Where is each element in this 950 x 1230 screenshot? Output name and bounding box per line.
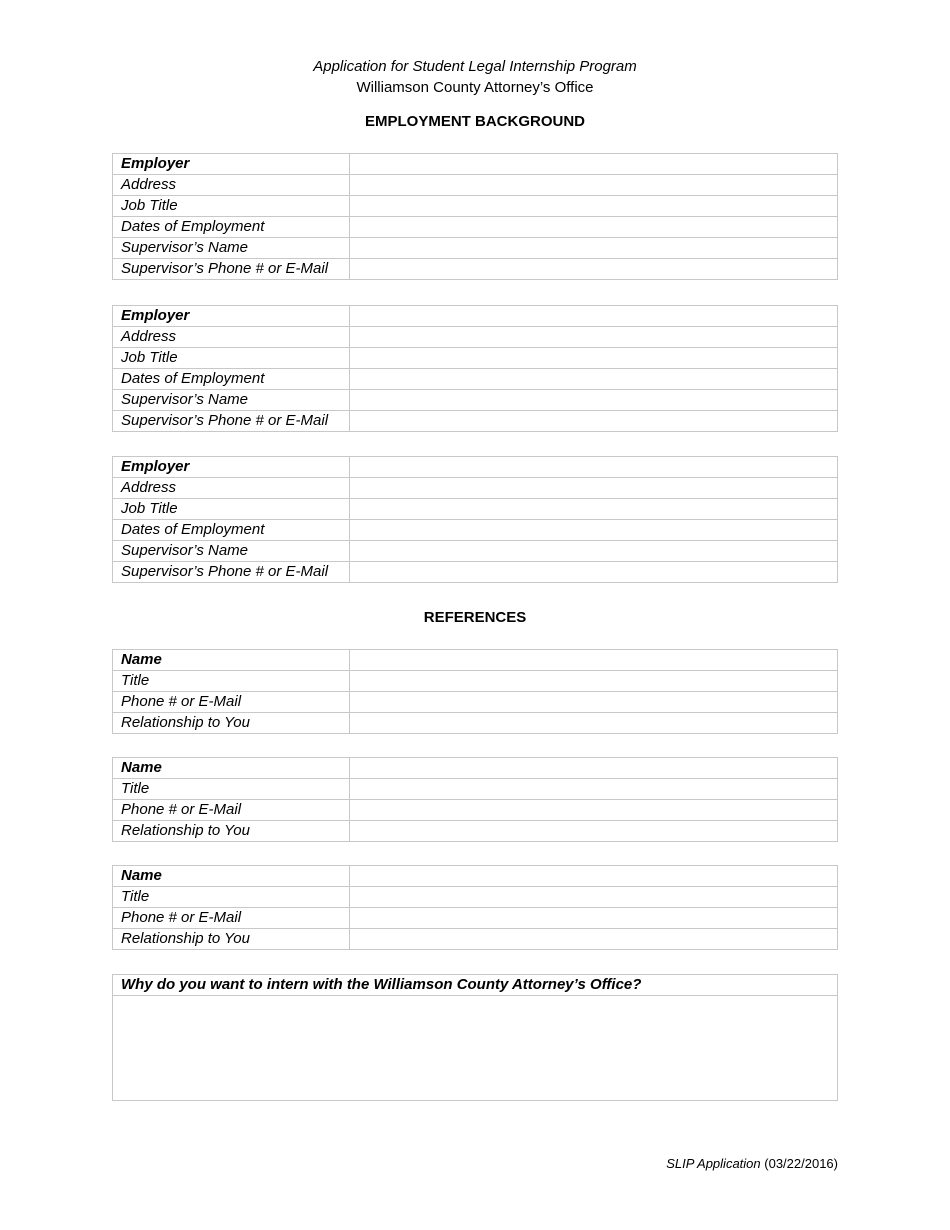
supervisor-contact-input[interactable] <box>350 562 838 583</box>
dates-of-employment-label: Dates of Employment <box>113 217 350 238</box>
supervisor-contact-label: Supervisor’s Phone # or E-Mail <box>113 562 350 583</box>
dates-of-employment-label: Dates of Employment <box>113 520 350 541</box>
supervisor-contact-input[interactable] <box>350 411 838 432</box>
job-title-label: Job Title <box>113 348 350 369</box>
contact-input[interactable] <box>350 800 838 821</box>
essay-box <box>112 974 838 1101</box>
employer-label: Employer <box>113 457 350 478</box>
relationship-input[interactable] <box>350 821 838 842</box>
dates-of-employment-input[interactable] <box>350 520 838 541</box>
job-title-input[interactable] <box>350 348 838 369</box>
employer-table-2 <box>112 305 838 432</box>
title-input[interactable] <box>350 779 838 800</box>
supervisor-contact-input[interactable] <box>350 259 838 280</box>
address-input[interactable] <box>350 327 838 348</box>
document-title <box>0 56 950 98</box>
reference-table-1 <box>112 649 838 734</box>
title-input[interactable] <box>350 887 838 908</box>
address-label: Address <box>113 327 350 348</box>
employer-table-1 <box>112 153 838 280</box>
title-input[interactable] <box>350 671 838 692</box>
supervisor-name-input[interactable] <box>350 238 838 259</box>
title-label: Title <box>113 779 350 800</box>
reference-table-3 <box>112 865 838 950</box>
contact-label: Phone # or E-Mail <box>113 692 350 713</box>
address-label: Address <box>113 175 350 196</box>
contact-input[interactable] <box>350 692 838 713</box>
job-title-label: Job Title <box>113 499 350 520</box>
employer-input[interactable] <box>350 154 838 175</box>
name-label: Name <box>113 758 350 779</box>
supervisor-name-input[interactable] <box>350 390 838 411</box>
address-input[interactable] <box>350 175 838 196</box>
employer-input[interactable] <box>350 457 838 478</box>
references-heading: REFERENCES <box>423 609 527 626</box>
contact-input[interactable] <box>350 908 838 929</box>
dates-of-employment-input[interactable] <box>350 369 838 390</box>
employer-table-3 <box>112 456 838 583</box>
name-input[interactable] <box>350 758 838 779</box>
contact-label: Phone # or E-Mail <box>113 800 350 821</box>
name-label: Name <box>113 650 350 671</box>
footer-doc-name: SLIP Application <box>666 1156 761 1171</box>
title-label: Title <box>113 887 350 908</box>
supervisor-contact-label: Supervisor’s Phone # or E-Mail <box>113 411 350 432</box>
job-title-label: Job Title <box>113 196 350 217</box>
job-title-input[interactable] <box>350 196 838 217</box>
address-input[interactable] <box>350 478 838 499</box>
supervisor-name-label: Supervisor’s Name <box>113 541 350 562</box>
employer-label: Employer <box>113 306 350 327</box>
job-title-input[interactable] <box>350 499 838 520</box>
name-label: Name <box>113 866 350 887</box>
supervisor-name-input[interactable] <box>350 541 838 562</box>
relationship-input[interactable] <box>350 713 838 734</box>
title-line-1: Application for Student Legal Internship Program <box>313 58 637 75</box>
employer-label: Employer <box>113 154 350 175</box>
title-label: Title <box>113 671 350 692</box>
employment-heading: EMPLOYMENT BACKGROUND <box>365 113 585 130</box>
relationship-label: Relationship to You <box>113 821 350 842</box>
employer-input[interactable] <box>350 306 838 327</box>
relationship-input[interactable] <box>350 929 838 950</box>
dates-of-employment-label: Dates of Employment <box>113 369 350 390</box>
footer <box>666 1156 838 1171</box>
relationship-label: Relationship to You <box>113 929 350 950</box>
name-input[interactable] <box>350 866 838 887</box>
relationship-label: Relationship to You <box>113 713 350 734</box>
title-line-2: Williamson County Attorney’s Office <box>356 79 594 96</box>
contact-label: Phone # or E-Mail <box>113 908 350 929</box>
dates-of-employment-input[interactable] <box>350 217 838 238</box>
supervisor-name-label: Supervisor’s Name <box>113 390 350 411</box>
supervisor-name-label: Supervisor’s Name <box>113 238 350 259</box>
essay-answer-input[interactable] <box>113 996 837 1100</box>
supervisor-contact-label: Supervisor’s Phone # or E-Mail <box>113 259 350 280</box>
footer-date: (03/22/2016) <box>764 1156 838 1171</box>
reference-table-2 <box>112 757 838 842</box>
essay-question: Why do you want to intern with the Williamson County Attorney’s Office? <box>113 975 837 996</box>
name-input[interactable] <box>350 650 838 671</box>
address-label: Address <box>113 478 350 499</box>
